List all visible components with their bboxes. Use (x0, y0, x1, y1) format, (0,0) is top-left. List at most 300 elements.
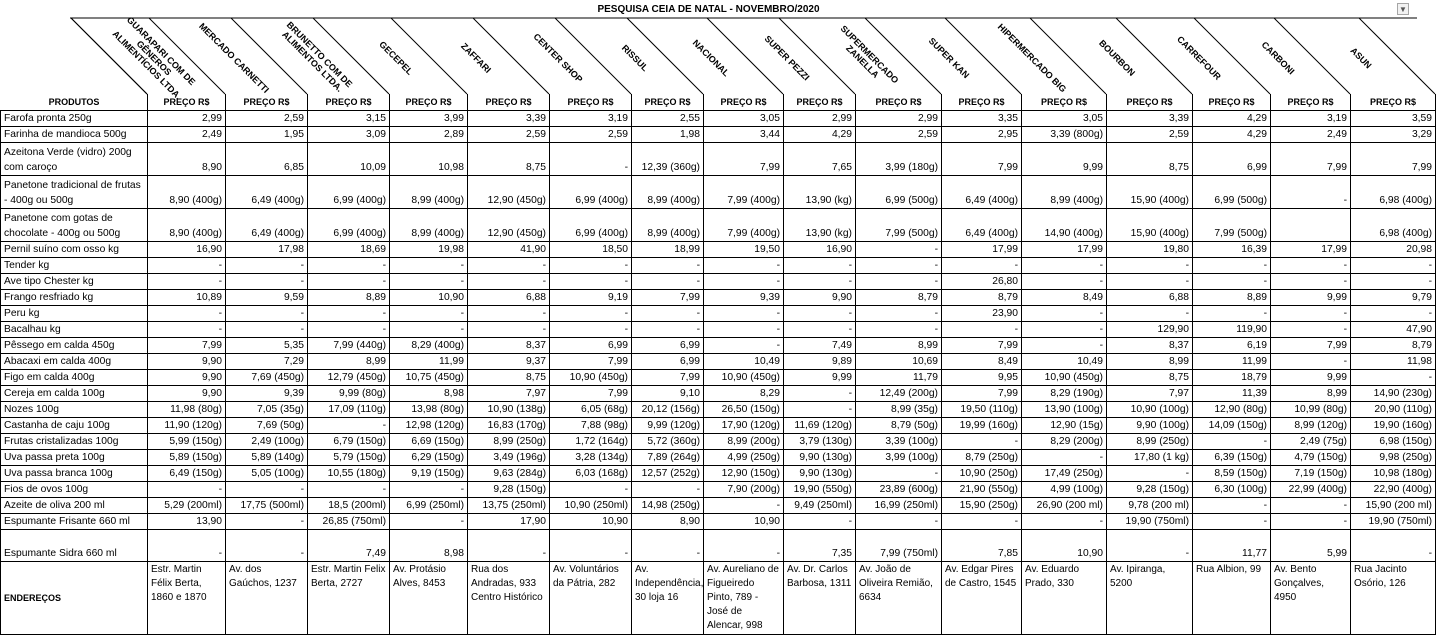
price-cell: 8,49 (942, 353, 1022, 369)
price-cell: 11,77 (1193, 529, 1271, 561)
price-cell: 4,29 (1193, 126, 1271, 142)
price-cell: 6,98 (150g) (1351, 433, 1436, 449)
product-name: Pêssego em calda 450g (1, 337, 148, 353)
price-cell: 2,89 (390, 126, 468, 142)
price-cell: 9,79 (1351, 289, 1436, 305)
price-cell: 11,99 (1193, 353, 1271, 369)
price-cell: - (1107, 529, 1193, 561)
price-cell: 19,80 (1107, 241, 1193, 257)
price-cell: 10,90 (390, 289, 468, 305)
price-cell: 5,99 (1271, 529, 1351, 561)
product-name: Azeite de oliva 200 ml (1, 497, 148, 513)
product-name: Figo em calda 400g (1, 369, 148, 385)
price-cell: 10,90 (1022, 529, 1107, 561)
price-cell: 6,99 (400g) (308, 175, 390, 208)
address-cell: Rua dos Andradas, 933 Centro Histórico (468, 561, 550, 634)
price-cell: 8,29 (400g) (390, 337, 468, 353)
price-cell: 20,12 (156g) (632, 401, 704, 417)
price-cell: 7,97 (1107, 385, 1193, 401)
price-cell: 8,99 (400g) (1022, 175, 1107, 208)
price-cell: - (1351, 305, 1436, 321)
price-cell: 2,59 (550, 126, 632, 142)
price-cell: 7,99 (500g) (856, 208, 942, 241)
price-cell: 9,28 (150g) (1107, 481, 1193, 497)
price-cell: - (1193, 497, 1271, 513)
price-cell: 2,49 (148, 126, 226, 142)
price-cell: 11,90 (120g) (148, 417, 226, 433)
price-cell: 9,49 (250ml) (784, 497, 856, 513)
price-cell: - (1351, 273, 1436, 289)
price-cell: 5,35 (226, 337, 308, 353)
price-cell: 22,99 (400g) (1271, 481, 1351, 497)
price-cell: 19,90 (160g) (1351, 417, 1436, 433)
price-cell: 5,29 (200ml) (148, 497, 226, 513)
product-name: Espumante Sidra 660 ml (1, 529, 148, 561)
price-cell: 20,98 (1351, 241, 1436, 257)
price-cell: 17,09 (110g) (308, 401, 390, 417)
price-cell: 1,98 (632, 126, 704, 142)
price-cell: - (704, 321, 784, 337)
price-cell: 2,59 (1107, 126, 1193, 142)
product-name: Panetone com gotas de chocolate - 400g ou 500g (1, 208, 148, 241)
address-cell: Rua Jacinto Osório, 126 (1351, 561, 1436, 634)
address-cell: Estr. Martin Felix Berta, 2727 (308, 561, 390, 634)
price-cell: - (148, 257, 226, 273)
price-cell: 11,39 (1193, 385, 1271, 401)
price-cell: 5,89 (150g) (148, 449, 226, 465)
price-cell: - (148, 481, 226, 497)
price-cell: 8,98 (390, 529, 468, 561)
price-cell: 10,69 (856, 353, 942, 369)
table-row (1, 449, 1436, 465)
price-cell: - (856, 257, 942, 273)
price-cell: 6,49 (400g) (942, 175, 1022, 208)
price-cell: 7,85 (942, 529, 1022, 561)
address-cell: Av. Protásio Alves, 8453 (390, 561, 468, 634)
table-row (1, 433, 1436, 449)
store-label: CARBONI (1259, 39, 1297, 77)
price-cell: 4,29 (784, 126, 856, 142)
table-row (1, 257, 1436, 273)
price-cell: 6,30 (100g) (1193, 481, 1271, 497)
store-label: NACIONAL (690, 37, 732, 79)
store-label: CENTER SHOP (531, 31, 585, 85)
price-cell: 7,99 (1351, 142, 1436, 175)
price-cell: 9,39 (226, 385, 308, 401)
price-cell: 10,90 (550, 513, 632, 529)
price-cell: 9,90 (784, 289, 856, 305)
price-cell: 14,98 (250g) (632, 497, 704, 513)
price-cell: - (1022, 513, 1107, 529)
store-label: GUARAPARI COM DE GÊNEROS ALIMENTÍCIOS LTDA. (110, 14, 198, 102)
product-name: Fios de ovos 100g (1, 481, 148, 497)
price-cell: 7,49 (308, 529, 390, 561)
price-cell: 9,59 (226, 289, 308, 305)
price-cell: 15,90 (200 ml) (1351, 497, 1436, 513)
price-cell: 8,75 (468, 369, 550, 385)
price-cell: 6,49 (400g) (942, 208, 1022, 241)
price-cell: - (148, 529, 226, 561)
product-name: Panetone tradicional de frutas - 400g ou 500g (1, 175, 148, 208)
price-cell: 7,97 (468, 385, 550, 401)
price-cell: 6,29 (150g) (390, 449, 468, 465)
price-cell: 9,90 (148, 369, 226, 385)
price-cell: - (550, 273, 632, 289)
price-cell: 2,99 (784, 110, 856, 126)
price-cell: 13,90 (148, 513, 226, 529)
price-cell: - (784, 305, 856, 321)
price-cell: 9,10 (632, 385, 704, 401)
price-cell: - (856, 321, 942, 337)
price-cell: 7,99 (550, 353, 632, 369)
price-cell: 8,99 (250g) (468, 433, 550, 449)
store-label: GECEPEL (377, 39, 415, 77)
price-cell: 17,75 (500ml) (226, 497, 308, 513)
price-cell: 6,19 (1193, 337, 1271, 353)
price-cell: 3,39 (800g) (1022, 126, 1107, 142)
price-cell: 4,99 (250g) (704, 449, 784, 465)
product-name: Cereja em calda 100g (1, 385, 148, 401)
price-cell: - (1193, 273, 1271, 289)
price-cell: 7,99 (550, 385, 632, 401)
price-cell: 9,90 (148, 385, 226, 401)
price-cell: 9,99 (1271, 369, 1351, 385)
price-cell: 3,39 (100g) (856, 433, 942, 449)
price-cell: 3,49 (196g) (468, 449, 550, 465)
price-cell: - (1193, 513, 1271, 529)
price-cell: - (856, 465, 942, 481)
table-row (1, 417, 1436, 433)
price-cell: 26,50 (150g) (704, 401, 784, 417)
price-cell: 11,98 (1351, 353, 1436, 369)
price-cell: - (1351, 529, 1436, 561)
price-cell: - (468, 257, 550, 273)
product-name: Uva passa preta 100g (1, 449, 148, 465)
price-cell: 10,90 (250g) (942, 465, 1022, 481)
price-cell: 21,90 (550g) (942, 481, 1022, 497)
table-row (1, 497, 1436, 513)
address-cell: Estr. Martin Félix Berta, 1860 e 1870 (148, 561, 226, 634)
price-cell: - (308, 257, 390, 273)
price-cell: 9,90 (130g) (784, 465, 856, 481)
price-cell: 9,37 (468, 353, 550, 369)
address-cell: Rua Albion, 99 (1193, 561, 1271, 634)
product-name: Nozes 100g (1, 401, 148, 417)
price-cell: 12,79 (450g) (308, 369, 390, 385)
price-cell: - (1193, 433, 1271, 449)
price-cell: - (148, 305, 226, 321)
price-cell: - (550, 257, 632, 273)
price-cell: 2,49 (1271, 126, 1351, 142)
price-cell: 18,5 (200ml) (308, 497, 390, 513)
price-cell: 4,29 (1193, 110, 1271, 126)
price-cell: 17,99 (1271, 241, 1351, 257)
price-cell: 6,99 (632, 337, 704, 353)
price-cell: 4,99 (100g) (1022, 481, 1107, 497)
price-header-cell: PREÇO R$ (468, 94, 550, 110)
price-cell: 6,39 (150g) (1193, 449, 1271, 465)
price-cell: 7,99 (942, 385, 1022, 401)
price-cell: 22,90 (400g) (1351, 481, 1436, 497)
price-header-cell: PREÇO R$ (226, 94, 308, 110)
table-row (1, 529, 1436, 561)
price-cell: - (468, 321, 550, 337)
table-row (1, 353, 1436, 369)
price-cell: 7,89 (264g) (632, 449, 704, 465)
price-cell: 19,98 (390, 241, 468, 257)
product-name: Tender kg (1, 257, 148, 273)
product-name: Bacalhau kg (1, 321, 148, 337)
price-header-cell: PREÇO R$ (632, 94, 704, 110)
price-cell: - (856, 305, 942, 321)
store-label: SUPERMERCADO ZANELLA (838, 23, 901, 86)
price-cell: - (632, 529, 704, 561)
price-cell: - (1193, 305, 1271, 321)
price-cell: - (1022, 337, 1107, 353)
price-cell: - (468, 305, 550, 321)
price-cell: 10,90 (704, 513, 784, 529)
price-cell: 8,99 (400g) (632, 208, 704, 241)
price-cell: - (1107, 465, 1193, 481)
price-cell: 13,90 (100g) (1022, 401, 1107, 417)
price-cell: 7,99 (750ml) (856, 529, 942, 561)
produtos-header: PRODUTOS (48, 97, 100, 107)
table-row (1, 513, 1436, 529)
price-cell: - (784, 401, 856, 417)
enderecos-label: ENDEREÇOS (1, 561, 148, 634)
price-cell: 19,50 (110g) (942, 401, 1022, 417)
price-cell: 3,59 (1351, 110, 1436, 126)
price-header-cell: PREÇO R$ (1351, 94, 1436, 110)
table-row (1, 142, 1436, 175)
price-cell: - (390, 513, 468, 529)
table-row (1, 401, 1436, 417)
price-cell: 6,05 (68g) (550, 401, 632, 417)
price-header-cell: PREÇO R$ (856, 94, 942, 110)
price-cell: 8,79 (50g) (856, 417, 942, 433)
price-cell: 7,65 (784, 142, 856, 175)
price-cell: 10,99 (80g) (1271, 401, 1351, 417)
price-cell: - (1022, 273, 1107, 289)
price-cell: 12,90 (15g) (1022, 417, 1107, 433)
price-cell: 6,79 (150g) (308, 433, 390, 449)
price-cell: 8,79 (250g) (942, 449, 1022, 465)
table-row (1, 289, 1436, 305)
price-cell: 8,37 (468, 337, 550, 353)
product-name: Espumante Frisante 660 ml (1, 513, 148, 529)
price-cell: - (1271, 513, 1351, 529)
price-cell: 11,79 (856, 369, 942, 385)
price-cell: 6,88 (1107, 289, 1193, 305)
price-cell: 8,90 (400g) (148, 208, 226, 241)
produtos-header-cell (1, 94, 148, 110)
price-cell: 9,95 (942, 369, 1022, 385)
price-cell: 14,90 (230g) (1351, 385, 1436, 401)
price-cell: - (704, 273, 784, 289)
price-cell: - (308, 305, 390, 321)
address-cell: Av. Dr. Carlos Barbosa, 1311 (784, 561, 856, 634)
price-cell: 7,99 (1271, 337, 1351, 353)
address-cell: Av. Voluntários da Pátria, 282 (550, 561, 632, 634)
price-cell: 12,57 (252g) (632, 465, 704, 481)
table-row (1, 126, 1436, 142)
price-cell: 18,69 (308, 241, 390, 257)
price-cell: - (1022, 305, 1107, 321)
price-cell: 7,99 (942, 337, 1022, 353)
table-row (1, 369, 1436, 385)
price-cell: - (784, 385, 856, 401)
filter-dropdown-icon[interactable]: ▼ (1397, 3, 1409, 15)
price-cell: 9,99 (1022, 142, 1107, 175)
price-cell: 7,99 (400g) (704, 208, 784, 241)
price-cell: 16,90 (148, 241, 226, 257)
price-cell: 2,59 (226, 110, 308, 126)
price-cell: 3,44 (704, 126, 784, 142)
address-cell: Av. Eduardo Prado, 330 (1022, 561, 1107, 634)
price-cell: - (942, 513, 1022, 529)
price-cell: 8,98 (390, 385, 468, 401)
price-cell: - (1271, 497, 1351, 513)
price-cell: 16,90 (784, 241, 856, 257)
price-cell: 18,79 (1193, 369, 1271, 385)
price-cell: 8,99 (1107, 353, 1193, 369)
table-row (1, 465, 1436, 481)
price-cell: - (390, 305, 468, 321)
product-name: Uva passa branca 100g (1, 465, 148, 481)
price-cell: 23,89 (600g) (856, 481, 942, 497)
price-cell: - (942, 433, 1022, 449)
price-cell: - (1271, 353, 1351, 369)
price-cell: - (856, 241, 942, 257)
price-cell: - (1271, 175, 1351, 208)
price-cell: 10,90 (450g) (704, 369, 784, 385)
price-cell: 17,90 (468, 513, 550, 529)
price-cell: - (148, 273, 226, 289)
price-cell: 10,90 (138g) (468, 401, 550, 417)
price-cell: 3,39 (468, 110, 550, 126)
price-cell: 8,49 (1022, 289, 1107, 305)
price-cell: 3,99 (390, 110, 468, 126)
price-cell: 8,29 (704, 385, 784, 401)
price-cell: - (1193, 257, 1271, 273)
price-cell: 6,99 (400g) (550, 175, 632, 208)
price-header-cell: PREÇO R$ (942, 94, 1022, 110)
price-cell: 2,95 (942, 126, 1022, 142)
price-cell: - (1271, 321, 1351, 337)
price-cell: 3,99 (180g) (856, 142, 942, 175)
price-cell: 8,79 (942, 289, 1022, 305)
price-cell: 10,90 (250ml) (550, 497, 632, 513)
price-cell: 7,99 (400g) (704, 175, 784, 208)
price-cell: 19,90 (750ml) (1107, 513, 1193, 529)
table-row (1, 175, 1436, 208)
price-cell: 8,29 (190g) (1022, 385, 1107, 401)
sheet-title: PESQUISA CEIA DE NATAL - NOVEMBRO/2020 (597, 4, 820, 15)
price-cell: 3,09 (308, 126, 390, 142)
price-cell: 18,50 (550, 241, 632, 257)
price-header-cell: PREÇO R$ (308, 94, 390, 110)
price-cell: 12,90 (80g) (1193, 401, 1271, 417)
price-cell: - (632, 273, 704, 289)
price-cell: 8,37 (1107, 337, 1193, 353)
price-cell: 7,49 (784, 337, 856, 353)
price-cell: - (942, 257, 1022, 273)
price-cell: 26,90 (200 ml) (1022, 497, 1107, 513)
price-cell: 8,89 (1193, 289, 1271, 305)
price-cell: 6,98 (400g) (1351, 175, 1436, 208)
price-cell: - (390, 273, 468, 289)
price-cell: 6,99 (400g) (308, 208, 390, 241)
price-cell: 11,99 (390, 353, 468, 369)
store-label: BRUNETTO COM DE ALIMENTOS LTDA. (280, 19, 355, 94)
price-cell: 14,09 (150g) (1193, 417, 1271, 433)
price-cell: - (704, 337, 784, 353)
price-cell: 10,98 (390, 142, 468, 175)
price-cell: 9,39 (704, 289, 784, 305)
price-cell: 119,90 (1193, 321, 1271, 337)
price-cell: 10,49 (704, 353, 784, 369)
price-cell: - (550, 305, 632, 321)
price-cell: 7,99 (500g) (1193, 208, 1271, 241)
price-cell: - (784, 273, 856, 289)
price-cell: - (632, 257, 704, 273)
price-cell: 19,99 (160g) (942, 417, 1022, 433)
price-cell: 18,99 (632, 241, 704, 257)
price-cell: 17,99 (1022, 241, 1107, 257)
price-cell: 3,28 (134g) (550, 449, 632, 465)
address-cell: Av. Bento Gonçalves, 4950 (1271, 561, 1351, 634)
price-cell: 8,99 (120g) (1271, 417, 1351, 433)
price-cell: - (856, 513, 942, 529)
price-cell: 12,90 (150g) (704, 465, 784, 481)
price-cell: 3,05 (1022, 110, 1107, 126)
address-cell: Av. dos Gaúchos, 1237 (226, 561, 308, 634)
price-cell: - (1271, 305, 1351, 321)
table-row (1, 241, 1436, 257)
price-cell: 3,05 (704, 110, 784, 126)
price-cell: 3,79 (130g) (784, 433, 856, 449)
price-cell: 9,99 (120g) (632, 417, 704, 433)
price-cell: 47,90 (1351, 321, 1436, 337)
price-cell: 5,72 (360g) (632, 433, 704, 449)
price-cell: 8,99 (200g) (704, 433, 784, 449)
price-cell: 12,49 (200g) (856, 385, 942, 401)
price-cell: 6,99 (1193, 142, 1271, 175)
price-cell: - (1271, 273, 1351, 289)
price-cell: - (308, 417, 390, 433)
price-cell: 8,99 (856, 337, 942, 353)
price-cell: 7,99 (632, 369, 704, 385)
price-cell: - (784, 513, 856, 529)
price-cell: 8,99 (35g) (856, 401, 942, 417)
price-cell: 10,49 (1022, 353, 1107, 369)
table-row (1, 110, 1436, 126)
price-cell: 6,49 (400g) (226, 175, 308, 208)
price-cell: 7,99 (148, 337, 226, 353)
price-cell: 8,75 (1107, 142, 1193, 175)
store-label: ZAFFARI (459, 41, 493, 75)
price-cell: 26,85 (750ml) (308, 513, 390, 529)
price-cell: 8,99 (250g) (1107, 433, 1193, 449)
address-cell: Av. Aureliano de Figueiredo Pinto, 789 - José de Alencar, 998 (704, 561, 784, 634)
price-cell: 9,89 (784, 353, 856, 369)
price-cell: 1,95 (226, 126, 308, 142)
price-cell: 7,99 (942, 142, 1022, 175)
price-cell: - (704, 257, 784, 273)
price-cell: 8,90 (632, 513, 704, 529)
price-cell: 5,05 (100g) (226, 465, 308, 481)
product-name: Pernil suíno com osso kg (1, 241, 148, 257)
